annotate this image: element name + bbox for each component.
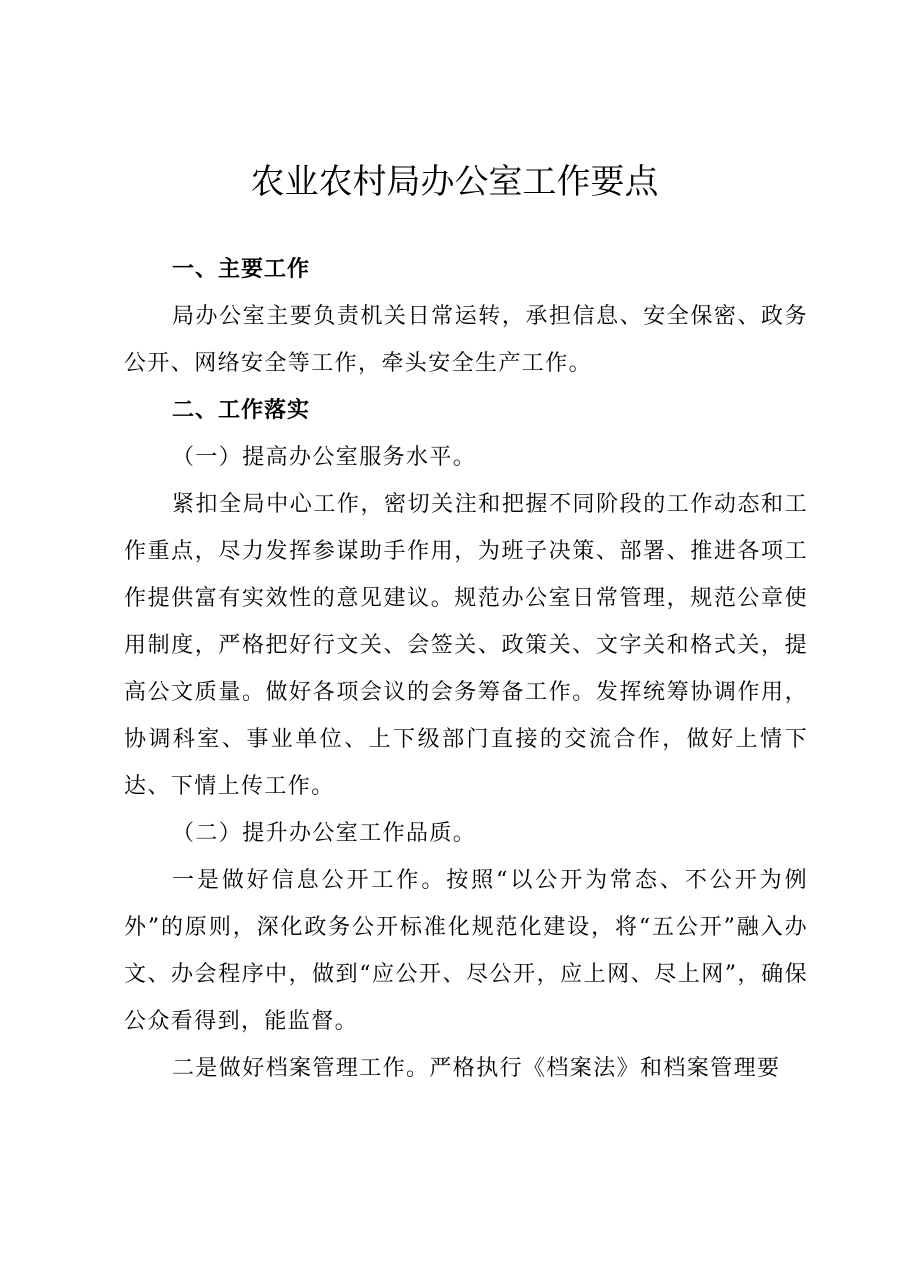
paragraph-main-work: 局办公室主要负责机关日常运转，承担信息、安全保密、政务公开、网络安全等工作，牵头安全生产工作。 xyxy=(124,304,808,376)
paragraph-archive-management: 二是做好档案管理工作。严格执行《档案法》和档案管理要 xyxy=(172,1056,781,1081)
subheading-service-level: （一）提高办公室服务水平。 xyxy=(172,445,477,470)
document-body xyxy=(124,246,808,1092)
paragraph-info-disclosure: 一是做好信息公开工作。按照“以公开为常态、不公开为例外”的原则，深化政务公开标准化规范化建设，将“五公开”融入办文、办会程序中，做到“应公开、尽公开，应上网、尽上网”，确保公众看得到，能监督。 xyxy=(124,868,808,1034)
section-heading-main-work: 一、主要工作 xyxy=(172,257,311,282)
subheading-work-quality: （二）提升办公室工作品质。 xyxy=(172,821,477,846)
section-heading-implementation: 二、工作落实 xyxy=(172,398,311,423)
document-title: 农业农村局办公室工作要点 xyxy=(250,162,659,202)
paragraph-service-level: 紧扣全局中心工作，密切关注和把握不同阶段的工作动态和工作重点，尽力发挥参谋助手作用，为班子决策、部署、推进各项工作提供富有实效性的意见建议。规范办公室日常管理，规范公章使用制度，严格把好行文关、会签关、政策关、文字关和格式关，提高公文质量。做好各项会议的会务筹备工作。发挥统筹协调作用，协调科室、事业单位、上下级部门直接的交流合作，做好上情下达、下情上传工作。 xyxy=(124,492,808,799)
